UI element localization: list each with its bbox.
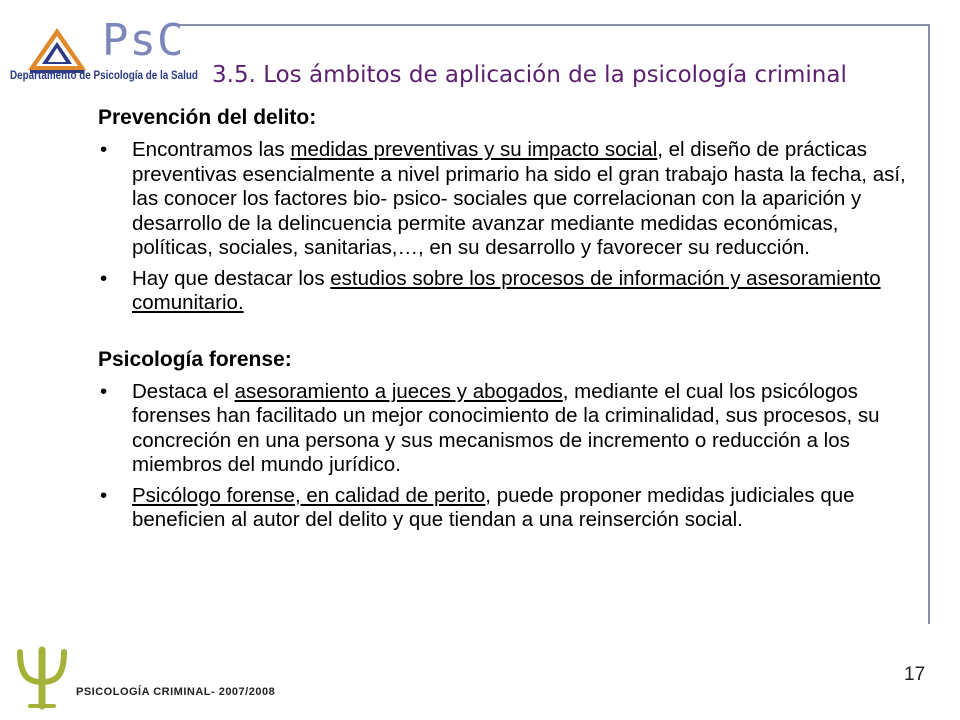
bullet-text: Encontramos las [132, 138, 291, 161]
slide-body [98, 104, 908, 533]
slide-frame-right [928, 24, 930, 624]
bullet-underlined-text: asesoramiento a jueces y abogados [234, 379, 563, 403]
section-heading-forensic: Psicología forense: [98, 347, 292, 371]
bullet-underlined-text: estudios sobre los procesos de información y asesoramiento comunitario. [132, 266, 881, 314]
bullet-item [98, 267, 908, 316]
department-logo [10, 10, 220, 90]
bullet-underlined-text: medidas preventivas y su impacto social [290, 138, 658, 161]
page-number: 17 [904, 664, 926, 685]
bullet-item [98, 138, 908, 261]
psi-symbol-icon [14, 646, 70, 710]
bullet-dot: • [100, 483, 108, 507]
slide-frame-top [168, 24, 930, 26]
bullet-dot: • [100, 138, 108, 161]
bullet-text: Destaca el [132, 379, 235, 403]
bullet-dot: • [100, 379, 108, 403]
bullet-underlined-text: Psicólogo forense, en calidad de perito [132, 483, 486, 507]
triangle-emblem-icon [26, 26, 88, 74]
section-spacer [98, 316, 908, 346]
bullet-text: , mediante el cual los psicólogos forenses han facilitado un mejor conocimiento de la criminalidad, sus procesos, su concreción en una persona y sus mecanismos de incremento o reducción a los miembros del mundo jurídico. [132, 379, 880, 476]
bullet-item [98, 380, 908, 478]
bullet-dot: • [100, 266, 108, 290]
bullet-text: , el diseño de prácticas preventivas esencialmente a nivel primario ha sido el gran trabajo hasta la fecha, así, las conocer los factores bio- psico- sociales que correlacionan con la aparición y desarrollo de la delincuencia permite avanzar mediante medidas económicas, políticas, sociales, sanitarias,…, en su desarrollo y favorecer su reducción. [132, 138, 906, 259]
footer-course-label: PSICOLOGÍA CRIMINAL- 2007/2008 [76, 686, 276, 698]
bullet-text: Hay que destacar los [132, 266, 331, 290]
slide-title: 3.5. Los ámbitos de aplicación de la psicología criminal [212, 62, 847, 88]
bullet-item [98, 484, 908, 533]
logo-department-name: Departamento de Psicología de la Salud [10, 70, 198, 82]
bullet-text: , puede proponer medidas judiciales que beneficien al autor del delito y que tiendan a una reinserción social. [132, 483, 855, 531]
section-heading-prevention: Prevención del delito: [98, 106, 317, 129]
logo-abbreviation: PsC [102, 15, 185, 66]
